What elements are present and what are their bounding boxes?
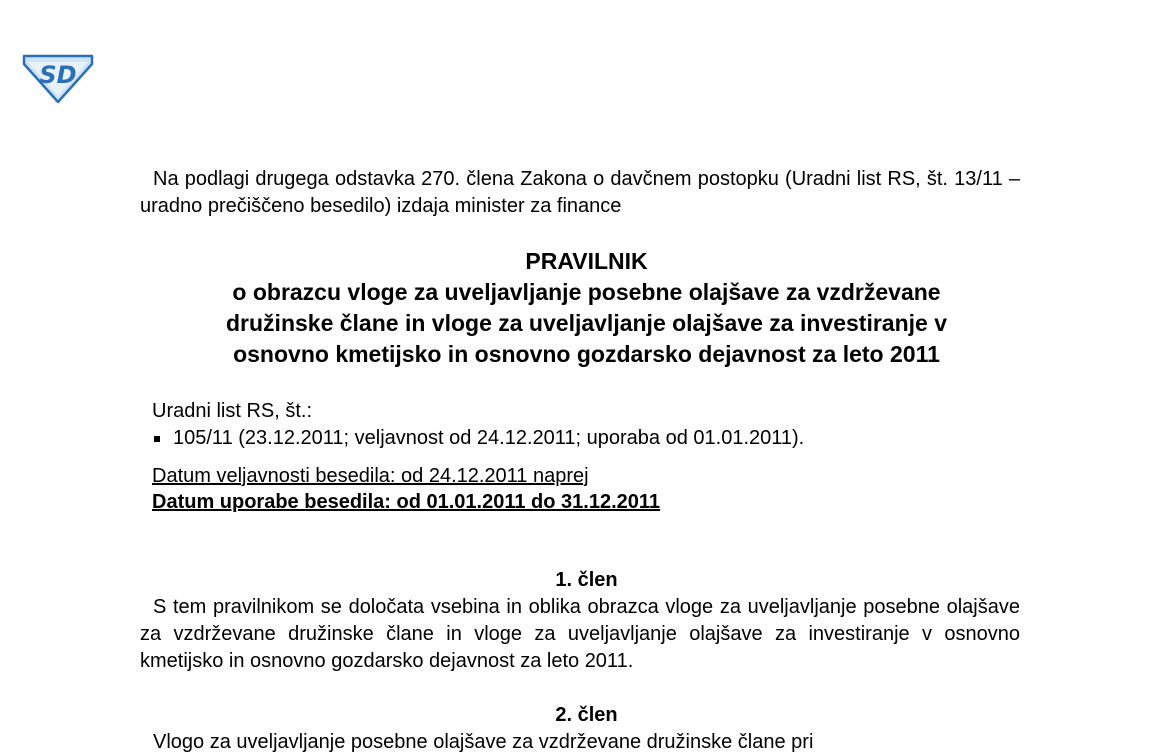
- article-1-heading: 1. člen: [555, 569, 618, 591]
- article-1-text: S tem pravilnikom se določata vsebina in oblika obrazca vloge za uveljavljanje posebne olajšave za vzdrževane družinske člane in vloge za uveljavljanje olajšave za investiranje v osnovno kmetijsko in osnovno gozdarsko dejavnost za leto 2011.: [140, 596, 1020, 672]
- sd-shield-logo-icon: [22, 50, 94, 104]
- gazette-label: Uradni list RS, št.:: [152, 400, 313, 422]
- article-2-heading: 2. člen: [555, 704, 618, 726]
- application-date: Datum uporabe besedila: od 01.01.2011 do 31.12.2011: [152, 491, 661, 513]
- gazette-list: [152, 425, 1012, 452]
- title-line: o obrazcu vloge za uveljavljanje posebne olajšave za vzdrževane: [232, 279, 941, 305]
- gazette-reference: [152, 398, 1012, 452]
- gazette-item: 105/11 (23.12.2011; veljavnost od 24.12.2011; uporaba od 01.01.2011).: [152, 425, 1012, 452]
- document-title: [140, 246, 1033, 370]
- title-heading: PRAVILNIK: [525, 248, 648, 274]
- logo-text: SD: [39, 61, 77, 89]
- article-2-text: Vlogo za uveljavljanje posebne olajšave za vzdrževane družinske člane pri: [153, 731, 814, 753]
- title-line: osnovno kmetijsko in osnovno gozdarsko dejavnost za leto 2011: [233, 341, 940, 367]
- intro-paragraph: Na podlagi drugega odstavka 270. člena Zakona o davčnem postopku (Uradni list RS, št. 13/11 – uradno prečiščeno besedilo) izdaja minister za finance: [140, 168, 1020, 217]
- validity-date: Datum veljavnosti besedila: od 24.12.2011 naprej: [152, 465, 589, 487]
- title-line: družinske člane in vloge za uveljavljanje olajšave za investiranje v: [226, 310, 947, 336]
- text-dates: [152, 463, 660, 515]
